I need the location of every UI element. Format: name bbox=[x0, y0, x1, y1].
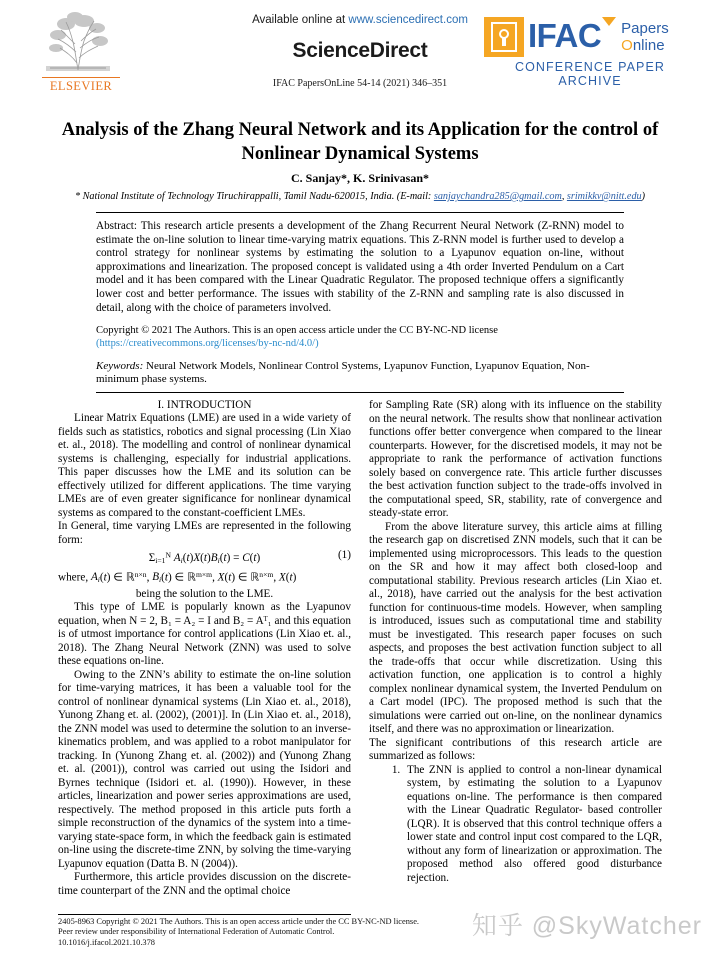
keywords-label: Keywords: bbox=[96, 359, 144, 372]
conference-paper-archive-label: CONFERENCE PAPER ARCHIVE bbox=[514, 60, 666, 88]
paragraph-intro-2: In General, time varying LMEs are represented in the following form: bbox=[58, 520, 351, 546]
license-url[interactable]: (https://creativecommons.org/licenses/by-nc-nd/4.0/) bbox=[96, 338, 319, 350]
paragraph-intro-5: Furthermore, this article provides discussion on the discrete-time counterpart of the ZNN and the optimal choice bbox=[58, 871, 351, 897]
title-line-2: Nonlinear Dynamical Systems bbox=[241, 144, 479, 164]
paragraph-right-1: for Sampling Rate (SR) along with its influence on the stability on the neural network. The results show that nonlinear activation functions offer better convergence when compared to the linear counterparts. However, for the discretised models, it may not be appropriate to rank the performance of activation functions solely based on convergence rate. This article further discusses the best activation function subject to the trade-offs involved in the computational speed, SR, stability, rate of convergence and steady-state error. bbox=[369, 399, 662, 520]
title-block bbox=[0, 118, 720, 213]
footer-peer-review: Peer review under responsibility of International Federation of Automatic Control. bbox=[58, 927, 335, 937]
contributions-list bbox=[369, 764, 662, 886]
copyright-notice bbox=[96, 324, 624, 350]
right-column bbox=[369, 399, 662, 898]
online-initial: O bbox=[621, 37, 633, 54]
papersonline-wordmark bbox=[621, 20, 669, 54]
affiliation-separator: , bbox=[561, 191, 565, 202]
equation-1-note: being the solution to the LME. bbox=[135, 588, 274, 600]
available-online-label: Available online at bbox=[252, 14, 349, 26]
ifac-acronym: IFAC bbox=[528, 17, 602, 54]
author-email-2[interactable]: srimikkv@nitt.edu bbox=[566, 191, 642, 202]
abstract-block bbox=[0, 213, 720, 386]
affiliation-text-pre: * National Institute of Technology Tiruchirappalli, Tamil Nadu-620015, India. (E-mail: bbox=[74, 191, 434, 202]
elsevier-wordmark: ELSEVIER bbox=[42, 77, 120, 94]
ifac-papersonline-logo bbox=[484, 17, 696, 88]
equation-1-number: (1) bbox=[337, 549, 351, 562]
footer-copyright: 2405-8963 Copyright © 2021 The Authors. This is an open access article under the CC BY-NC-ND license. bbox=[58, 916, 420, 926]
paragraph-right-2: From the above literature survey, this article aims at filling the research gap on discretised ZNN models, such that it can be implemented using microprocessors. This leads to the question on the SR and how it may affect both closed-loop and computational stability. Previous research articles (Lin Xiao et. al., 2018), have carried out the analysis for the best activation function for continuous-time models. However, when sampling is introduced, issues such as computational time and stability must be investigated. This research paper focuses on such aspects, and proposes the best activation function subject to all the trade-offs that occur while discretization. Using this activation function, one application is to control a highly complex nonlinear dynamical system, the Inverted Pendulum on a Cart model (IPC). The proposed method is such that the simulations were carried out on-line, on the nonlinear dynamics itself, and there was no approximation or linearization. bbox=[369, 520, 662, 736]
title-line-1: Analysis of the Zhang Neural Network and its Application for the control of bbox=[61, 120, 659, 140]
keywords-text: Neural Network Models, Nonlinear Control Systems, Lyapunov Function, Lyapunov Equation, Non-minimum phase systems. bbox=[96, 359, 590, 385]
equation-1-body: $\Sigma_{i=1}^N$ $A_i(t)X(t)B_i(t) = C(t)$ bbox=[148, 550, 261, 565]
paragraph-intro-4: Owing to the ZNN’s ability to estimate the on-line solution for time-varying matrices, it has been a valuable tool for the control of nonlinear dynamical systems (Lin Xiao et. al., 2018), Yunong Zhang et. al. (2002), (2001)]. In (Lin Xiao et. al., 2018), the ZNN model was used to determine the solution to an inverse-kinematics problem, and was applied to a robot manipulator for tracking. In (Yunong Zhang et. al. (2002)) and (Yunong Zhang et. al. (2001)), control was carried out using the Isidori and Byrnes technique (Isidori et. al. (1990)). However, in these articles, linearization and power series approximations are used, respectively. The method proposed in this article puts forth a simple reconstruction of the dynamics of the system into a time-varying state-space form, in which the feedback gain is estimated on-line using the discrete-time ZNN, by solving the time-varying Lyapunov equation (Datta B. N (2004)). bbox=[58, 668, 351, 870]
ifac-emblem-icon bbox=[484, 17, 524, 57]
online-rest: nline bbox=[632, 37, 665, 54]
affiliation-text-post: ) bbox=[641, 191, 646, 202]
keywords-line bbox=[96, 360, 624, 387]
journal-reference: IFAC PapersOnLine 54-14 (2021) 346–351 bbox=[272, 78, 448, 89]
list-item: 1. The ZNN is applied to control a non-linear dynamical system, by estimating the solution to a Lyapunov equations on-line. The performance is then compared with the Linear Quadratic Regulator- based controller (LQR). It is observed that this control technique offers a lower state and control input cost compared to the LQR, without any form of linearization or approximation. The proposed method also offered good disturbance rejection. bbox=[403, 764, 662, 886]
author-list: C. Sanjay*, K. Srinivasan* bbox=[290, 171, 430, 185]
sciencedirect-url[interactable]: www.sciencedirect.com bbox=[348, 14, 468, 26]
papers-label: Papers bbox=[621, 20, 669, 37]
body-columns bbox=[0, 393, 720, 898]
copyright-text: Copyright © 2021 The Authors. This is an open access article under the CC BY-NC-ND license bbox=[96, 325, 498, 337]
sciencedirect-wordmark: ScienceDirect bbox=[292, 39, 428, 62]
page-title bbox=[42, 118, 678, 166]
masthead bbox=[0, 0, 720, 106]
equation-1 bbox=[58, 548, 351, 567]
paragraph-intro-1: Linear Matrix Equations (LME) are used in a wide variety of fields such as statistics, robotics and signal processing (Lin Xiao et. al., 2018). The modelling and control of nonlinear dynamical systems is challenging, especially for industrial applications. This paper discusses how the LME and its solution can be effectively utilized for different applications. The time varying LMEs are of even greater significance for nonlinear dynamical systems as compared to the constant-coefficient LMEs. bbox=[58, 412, 351, 519]
left-column bbox=[58, 399, 351, 898]
ifac-triangle-icon bbox=[602, 17, 616, 26]
zhihu-watermark: 知乎 @SkyWatcher bbox=[471, 912, 702, 940]
footer-divider bbox=[58, 914, 351, 915]
paragraph-intro-3: This type of LME is popularly known as the Lyapunov equation, when N = 2, B₁ = A₂ = I and B₂ = Aᵀ₁ and this equation is of utmost importance for control applications (Lin Xiao et. al., 2018). The Zhang Neural Network (ZNN) was used to solve these equations on-line. bbox=[58, 601, 351, 667]
section-heading-introduction: I. INTRODUCTION bbox=[157, 399, 252, 412]
affiliation-line bbox=[42, 190, 678, 204]
footer-doi: 10.1016/j.ifacol.2021.10.378 bbox=[58, 937, 155, 947]
paragraph-right-3: The significant contributions of this research article are summarized as follows: bbox=[369, 736, 662, 763]
equation-1-where: where, $A_i(t)$ ∈ ℝ$^{n\times n}$, $B_i(t)$ ∈ ℝ$^{m\times m}$, X(t) ∈ ℝ$^{n\times m}$, X(t) bbox=[58, 569, 297, 584]
author-email-1[interactable]: sanjaychandra285@gmail.com bbox=[433, 191, 562, 202]
abstract-text: Abstract: This research article presents a development of the Zhang Recurrent Neural Network (Z-RNN) model to estimate the on-line solution to linear time-varying matrix equations. This Z-RNN model is further used to develop a control strategy for nonlinear systems by estimating the solution to a Lyapunov equation on-line, without approximations and linearization. The proposed concept is validated using a 4th order Inverted Pendulum on a Cart model and it has been compared with the Linear Quadratic Regulator. The proposed technique offers a significantly lower cost and better performance. The issues with stability of the Z-RNN and sampling rate is also discussed in detail, along with the choice of parameters involved. bbox=[96, 220, 624, 314]
